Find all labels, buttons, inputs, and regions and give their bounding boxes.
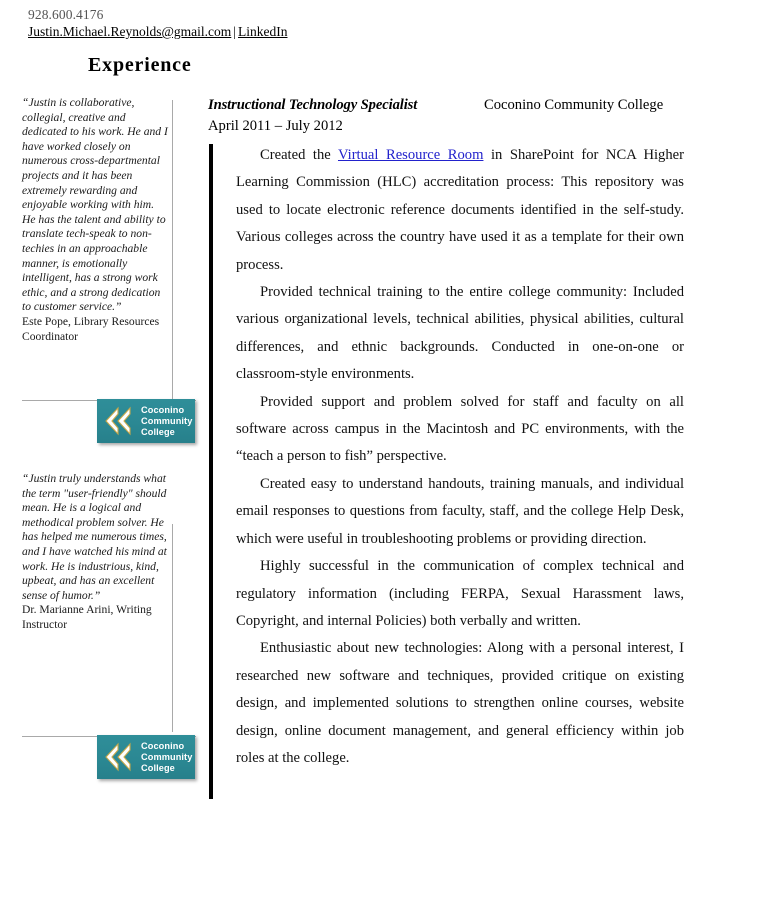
- section-heading-experience: Experience: [88, 54, 192, 76]
- link-separator: |: [233, 24, 236, 39]
- contact-header: [28, 6, 528, 41]
- phone-number: 928.600.4176: [28, 7, 104, 22]
- logo-line-2: Community: [141, 415, 193, 426]
- logo-line-2: Community: [141, 751, 193, 762]
- paragraph-text-after-link: in SharePoint for NCA Higher Learning Commission (HLC) accreditation process: This repository was used to locate electronic reference documents identified in the self-study. Various colleges across the country have used it as a template for their own process.: [236, 147, 684, 273]
- experience-paragraph: Provided technical training to the entire college community: Included various organizational levels, technical abilities, physical abilities, cultural differences, and ethnic backgrounds. Conducted in one-on-one or classroom-style environments.: [236, 284, 684, 383]
- main-content-divider: [209, 144, 213, 799]
- testimonial-block: [22, 96, 174, 344]
- sidebar-rule-stub-2: [22, 736, 100, 737]
- testimonial-sidebar: [22, 96, 174, 633]
- job-organization: Coconino Community College: [484, 97, 664, 113]
- contact-links: [28, 23, 528, 41]
- paragraph-text-before-link: Created the: [260, 147, 338, 163]
- testimonial-attribution: Dr. Marianne Arini, Writing Instructor: [22, 603, 152, 632]
- logo-wordmark: [141, 405, 192, 437]
- linkedin-link[interactable]: LinkedIn: [238, 24, 288, 39]
- chevron-logo-icon: [104, 406, 135, 436]
- experience-paragraph: Highly successful in the communication of complex technical and regulatory information (including FERPA, Sexual Harassment laws, Copyright, and internal Policies) both verbally and written.: [236, 558, 684, 629]
- logo-line-1: Coconino: [141, 405, 185, 415]
- experience-paragraph: [236, 142, 684, 279]
- job-header: [208, 96, 688, 138]
- job-dates: April 2011 – July 2012: [208, 118, 343, 134]
- email-link[interactable]: Justin.Michael.Reynolds@gmail.com: [28, 24, 232, 39]
- coconino-community-college-logo: [97, 735, 195, 779]
- experience-paragraph: Enthusiastic about new technologies: Along with a personal interest, I researched new software and techniques, provided critique on existing design, and implemented solutions to strengthen online courses, website design, online document management, and general efficiency within job roles at the college.: [236, 640, 684, 766]
- chevron-logo-icon: [104, 742, 135, 772]
- logo-wordmark: [141, 741, 192, 773]
- testimonial-quote: “Justin is collaborative, collegial, creative and dedicated to his work. He and I have worked closely on numerous cross-departmental projects and it has been extremely rewarding and enjoyable working with him. He has the talent and ability to translate tech-speak to non-techies in an approachable manner, is emotionally intelligent, has a strong work ethic, and a strong dedication to customer service.”: [22, 96, 168, 314]
- virtual-resource-room-link[interactable]: Virtual Resource Room: [337, 147, 484, 163]
- logo-line-1: Coconino: [141, 741, 185, 751]
- experience-paragraph: Created easy to understand handouts, training manuals, and individual email responses to questions from faculty, staff, and the college Help Desk, which were useful in troubleshooting problems or providing direction.: [236, 475, 684, 547]
- testimonial-attribution: Este Pope, Library Resources Coordinator: [22, 314, 160, 343]
- logo-line-3: College: [141, 426, 175, 437]
- experience-paragraph: Provided support and problem solved for staff and faculty on all software across campus in the Macintosh and PC environments, with the “teach a person to fish” perspective.: [236, 393, 684, 465]
- logo-line-3: College: [141, 762, 175, 773]
- experience-bullet-list: [236, 142, 684, 772]
- experience-entry: [208, 96, 688, 138]
- job-title: Instructional Technology Specialist: [208, 97, 418, 113]
- coconino-community-college-logo: [97, 399, 195, 443]
- testimonial-block: [22, 472, 174, 633]
- testimonial-quote: “Justin truly understands what the term "user-friendly" should mean. He is a logical and methodical problem solver. He has helped me numerous times, and I have watched his mind at work. He is industrious, kind, upbeat, and has an excellent sense of humor.”: [22, 472, 167, 602]
